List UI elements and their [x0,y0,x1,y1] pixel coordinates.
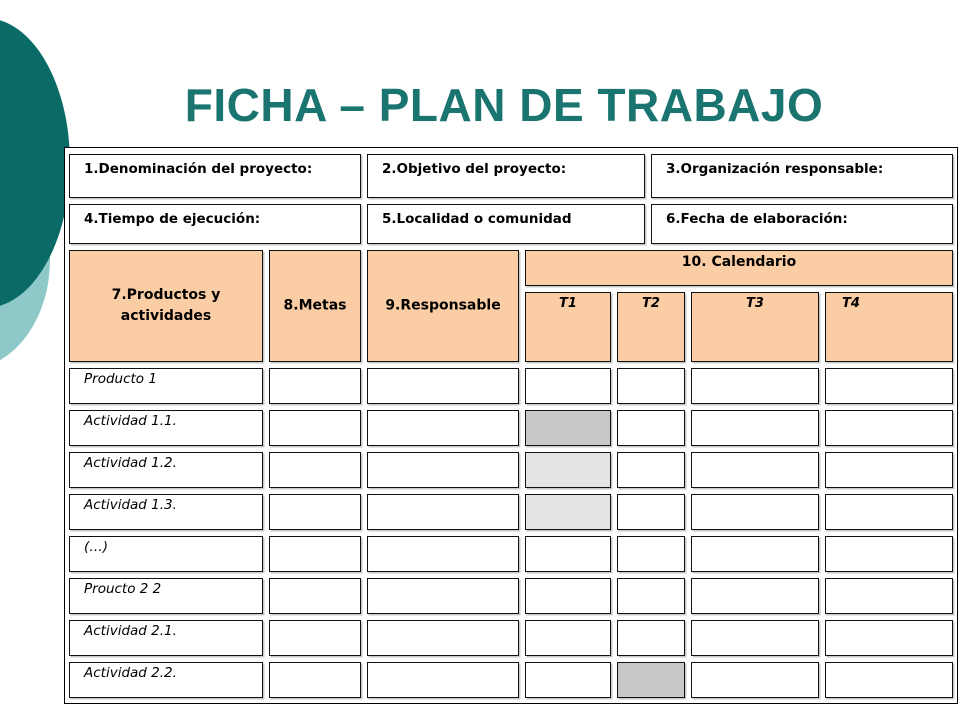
work-plan-form [64,147,958,704]
quarter-header-t4-label: T4 [842,296,860,311]
field-fecha-label: 6.Fecha de elaboración: [666,211,848,227]
t4-cell[interactable] [825,578,953,614]
field-denominacion[interactable] [69,154,361,198]
t4-cell[interactable] [825,620,953,656]
t3-cell[interactable] [691,494,819,530]
t1-cell-shaded[interactable] [525,452,611,488]
t3-cell[interactable] [691,578,819,614]
quarter-header-t1-label: T1 [559,296,577,311]
column-header-productos-label: 7.Productos y actividades [111,287,221,324]
t2-cell[interactable] [617,452,685,488]
t1-cell-shaded[interactable] [525,410,611,446]
responsable-cell[interactable] [367,536,519,572]
column-header-responsable [367,250,519,362]
page-title: FICHA – PLAN DE TRABAJO [184,79,824,131]
row-label: Actividad 1.1. [84,413,177,429]
field-fecha[interactable] [651,204,953,244]
t2-cell[interactable] [617,368,685,404]
field-organizacion-label: 3.Organización responsable: [666,161,884,177]
row-label-cell[interactable] [69,368,263,404]
field-tiempo-label: 4.Tiempo de ejecución: [84,211,261,227]
metas-cell[interactable] [269,620,361,656]
t2-cell[interactable] [617,536,685,572]
metas-cell[interactable] [269,410,361,446]
responsable-cell[interactable] [367,368,519,404]
metas-cell[interactable] [269,662,361,698]
field-localidad-label: 5.Localidad o comunidad [382,211,572,227]
t4-cell[interactable] [825,410,953,446]
column-header-calendario [525,250,953,286]
t2-cell[interactable] [617,620,685,656]
metas-cell[interactable] [269,452,361,488]
row-label: Proucto 2 2 [84,581,162,597]
t1-cell[interactable] [525,578,611,614]
column-header-productos [69,250,263,362]
t2-cell-shaded[interactable] [617,662,685,698]
row-label-cell[interactable] [69,494,263,530]
quarter-header-t3 [691,292,819,362]
t4-cell[interactable] [825,494,953,530]
t4-cell[interactable] [825,662,953,698]
responsable-cell[interactable] [367,410,519,446]
decorative-circle-dark [0,18,70,308]
t3-cell[interactable] [691,368,819,404]
t3-cell[interactable] [691,620,819,656]
responsable-cell[interactable] [367,578,519,614]
row-label: (…) [84,539,109,555]
t2-cell[interactable] [617,494,685,530]
quarter-header-t2 [617,292,685,362]
row-label: Producto 1 [84,371,157,387]
row-label: Actividad 2.1. [84,623,177,639]
metas-cell[interactable] [269,494,361,530]
t4-cell[interactable] [825,536,953,572]
quarter-header-t1 [525,292,611,362]
row-label-cell[interactable] [69,452,263,488]
responsable-cell[interactable] [367,494,519,530]
row-label: Actividad 1.3. [84,497,177,513]
t1-cell-shaded[interactable] [525,494,611,530]
field-localidad[interactable] [367,204,645,244]
row-label-cell[interactable] [69,536,263,572]
t4-cell[interactable] [825,368,953,404]
t3-cell[interactable] [691,410,819,446]
t2-cell[interactable] [617,410,685,446]
t1-cell[interactable] [525,662,611,698]
row-label-cell[interactable] [69,410,263,446]
t3-cell[interactable] [691,452,819,488]
row-label: Actividad 1.2. [84,455,177,471]
field-objetivo[interactable] [367,154,645,198]
metas-cell[interactable] [269,578,361,614]
column-header-metas-label: 8.Metas [283,297,347,314]
column-header-metas [269,250,361,362]
responsable-cell[interactable] [367,620,519,656]
row-label-cell[interactable] [69,662,263,698]
t3-cell[interactable] [691,536,819,572]
field-objetivo-label: 2.Objetivo del proyecto: [382,161,567,177]
field-organizacion[interactable] [651,154,953,198]
t1-cell[interactable] [525,368,611,404]
quarter-header-t3-label: T3 [746,296,764,311]
column-header-calendario-label: 10. Calendario [681,254,797,270]
row-label-cell[interactable] [69,578,263,614]
row-label-cell[interactable] [69,620,263,656]
responsable-cell[interactable] [367,452,519,488]
row-label: Actividad 2.2. [84,665,177,681]
metas-cell[interactable] [269,368,361,404]
metas-cell[interactable] [269,536,361,572]
quarter-header-t2-label: T2 [642,296,660,311]
quarter-header-t4 [825,292,953,362]
column-header-responsable-label: 9.Responsable [385,297,501,314]
t1-cell[interactable] [525,536,611,572]
t1-cell[interactable] [525,620,611,656]
t2-cell[interactable] [617,578,685,614]
responsable-cell[interactable] [367,662,519,698]
field-denominacion-label: 1.Denominación del proyecto: [84,161,313,177]
t4-cell[interactable] [825,452,953,488]
field-tiempo[interactable] [69,204,361,244]
t3-cell[interactable] [691,662,819,698]
